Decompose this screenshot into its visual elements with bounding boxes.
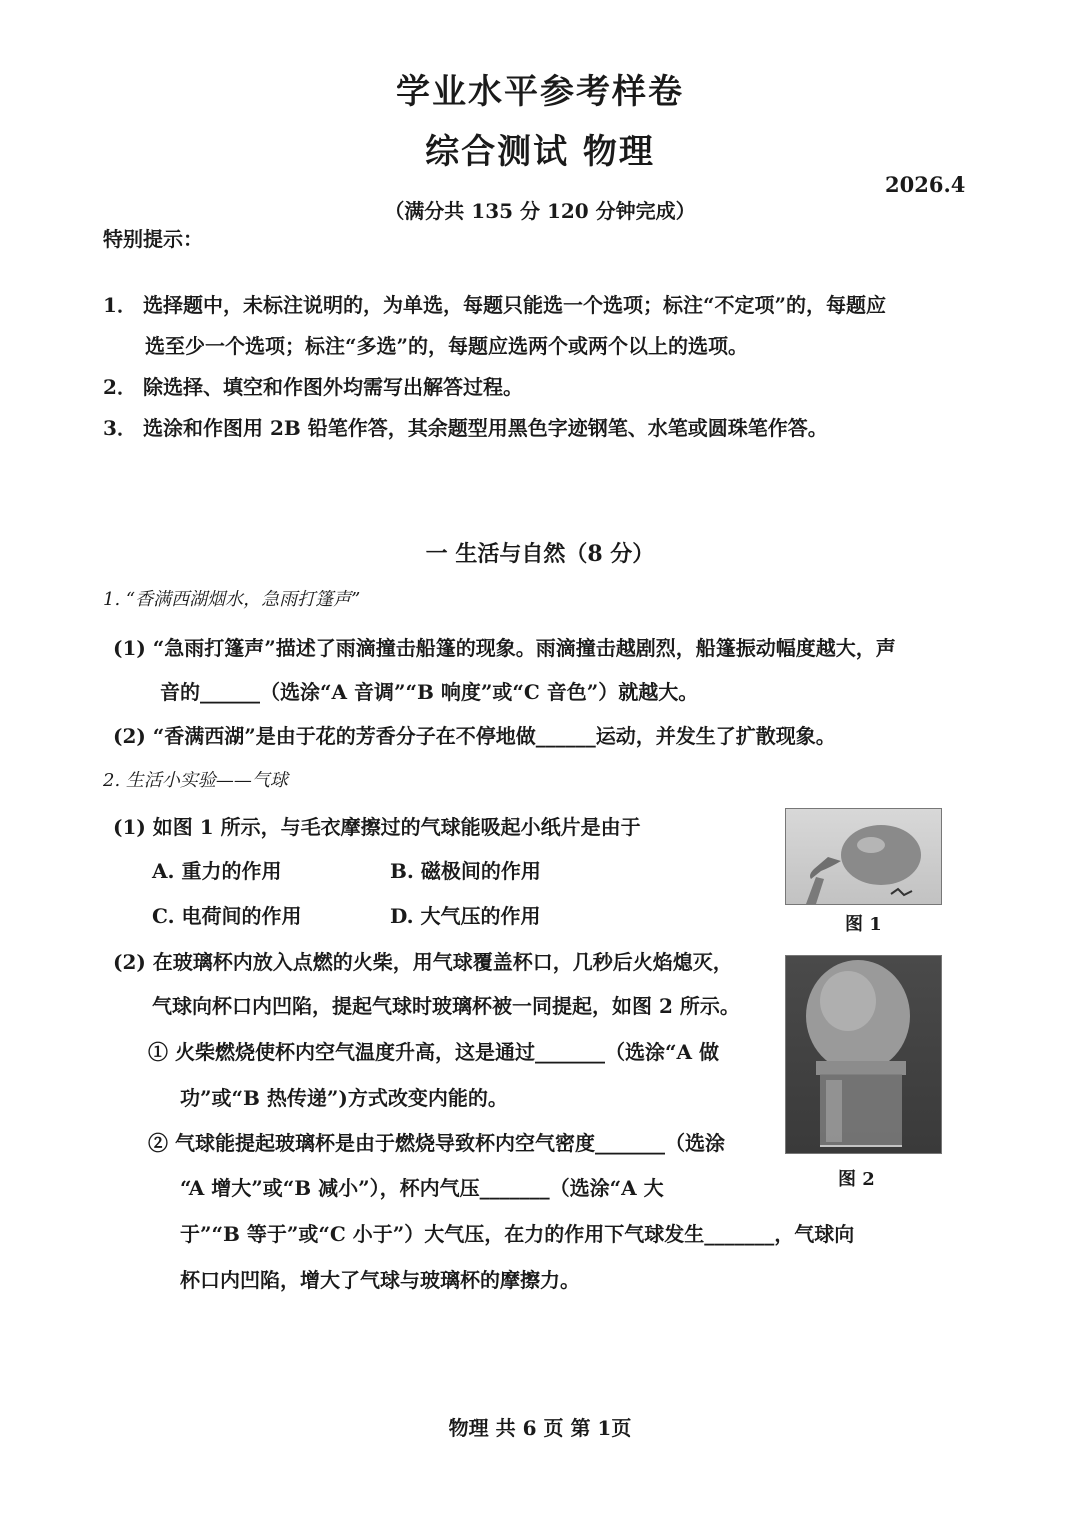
figure-1-caption: 图 1	[845, 914, 882, 935]
exam-title: 学业水平参考样卷	[396, 72, 684, 112]
question-1-part-1-cont: 音的______（选涂“A 音调”“B 响度”或“C 音色”）就越大。	[160, 680, 699, 704]
option-a: A. 重力的作用	[152, 859, 282, 883]
note-text: 选择题中，未标注说明的，为单选，每题只能选一个选项；标注“不定项”的，每题应	[143, 293, 887, 317]
question-1-stem: 1. “香满西湖烟水，急雨打篷声”	[103, 589, 361, 610]
question-2-sub-2: ② 气球能提起玻璃杯是由于燃烧导致杯内空气密度_______（选涂	[148, 1131, 725, 1155]
exam-score-time: （满分共 135 分 120 分钟完成）	[384, 199, 696, 223]
figure-2-caption: 图 2	[838, 1169, 875, 1190]
balloon-photo-icon	[786, 809, 941, 904]
note-number: 2．	[103, 375, 137, 399]
exam-subject: 综合测试 物理	[425, 132, 655, 172]
question-2-sub-1-cont: 功”或“B 热传递”)方式改变内能的。	[180, 1086, 508, 1110]
note-item-1	[103, 289, 886, 318]
question-2-sub-1: ① 火柴燃烧使杯内空气温度升高，这是通过_______（选涂“A 做	[148, 1040, 719, 1064]
note-item-1-cont: 选至少一个选项；标注“多选”的，每题应选两个或两个以上的选项。	[145, 334, 749, 358]
question-2-part-1: (1) 如图 1 所示，与毛衣摩擦过的气球能吸起小纸片是由于	[113, 815, 641, 839]
figure-2-photo	[785, 955, 942, 1154]
question-2-part-2: (2) 在玻璃杯内放入点燃的火柴，用气球覆盖杯口，几秒后火焰熄灭，	[113, 950, 733, 974]
note-text: 除选择、填空和作图外均需写出解答过程。	[143, 375, 523, 399]
option-d: D. 大气压的作用	[390, 904, 541, 928]
question-2-sub-2-cont-3: 杯口内凹陷，增大了气球与玻璃杯的摩擦力。	[180, 1268, 580, 1292]
question-1-part-2: (2) “香满西湖”是由于花的芳香分子在不停地做______运动，并发生了扩散现象。	[113, 724, 836, 748]
option-b: B. 磁极间的作用	[390, 859, 541, 883]
note-number: 1．	[103, 293, 137, 317]
question-2-part-2-cont: 气球向杯口内凹陷，提起气球时玻璃杯被一同提起，如图 2 所示。	[152, 994, 740, 1018]
question-2-stem: 2. 生活小实验——气球	[103, 770, 288, 791]
figure-1-photo	[785, 808, 942, 905]
note-number: 3．	[103, 416, 137, 440]
option-c: C. 电荷间的作用	[152, 904, 302, 928]
section-title: 一 生活与自然（8 分）	[425, 541, 655, 567]
exam-date: 2026.4	[885, 172, 966, 197]
note-text: 选涂和作图用 2B 铅笔作答，其余题型用黑色字迹钢笔、水笔或圆珠笔作答。	[143, 416, 828, 440]
question-2-sub-2-cont-1: “A 增大”或“B 减小”），杯内气压_______（选涂“A 大	[180, 1176, 664, 1200]
notes-heading: 特别提示：	[103, 227, 203, 251]
question-1-part-1: (1) “急雨打篷声”描述了雨滴撞击船篷的现象。雨滴撞击越剧烈，船篷振动幅度越大，声	[113, 636, 896, 660]
note-item-2	[103, 371, 523, 400]
question-2-sub-2-cont-2: 于”“B 等于”或“C 小于”）大气压，在力的作用下气球发生_______，气球向	[180, 1222, 855, 1246]
page-footer: 物理 共 6 页 第 1页	[448, 1416, 632, 1440]
balloon-glass-photo-icon	[786, 956, 941, 1153]
note-item-3	[103, 412, 828, 441]
